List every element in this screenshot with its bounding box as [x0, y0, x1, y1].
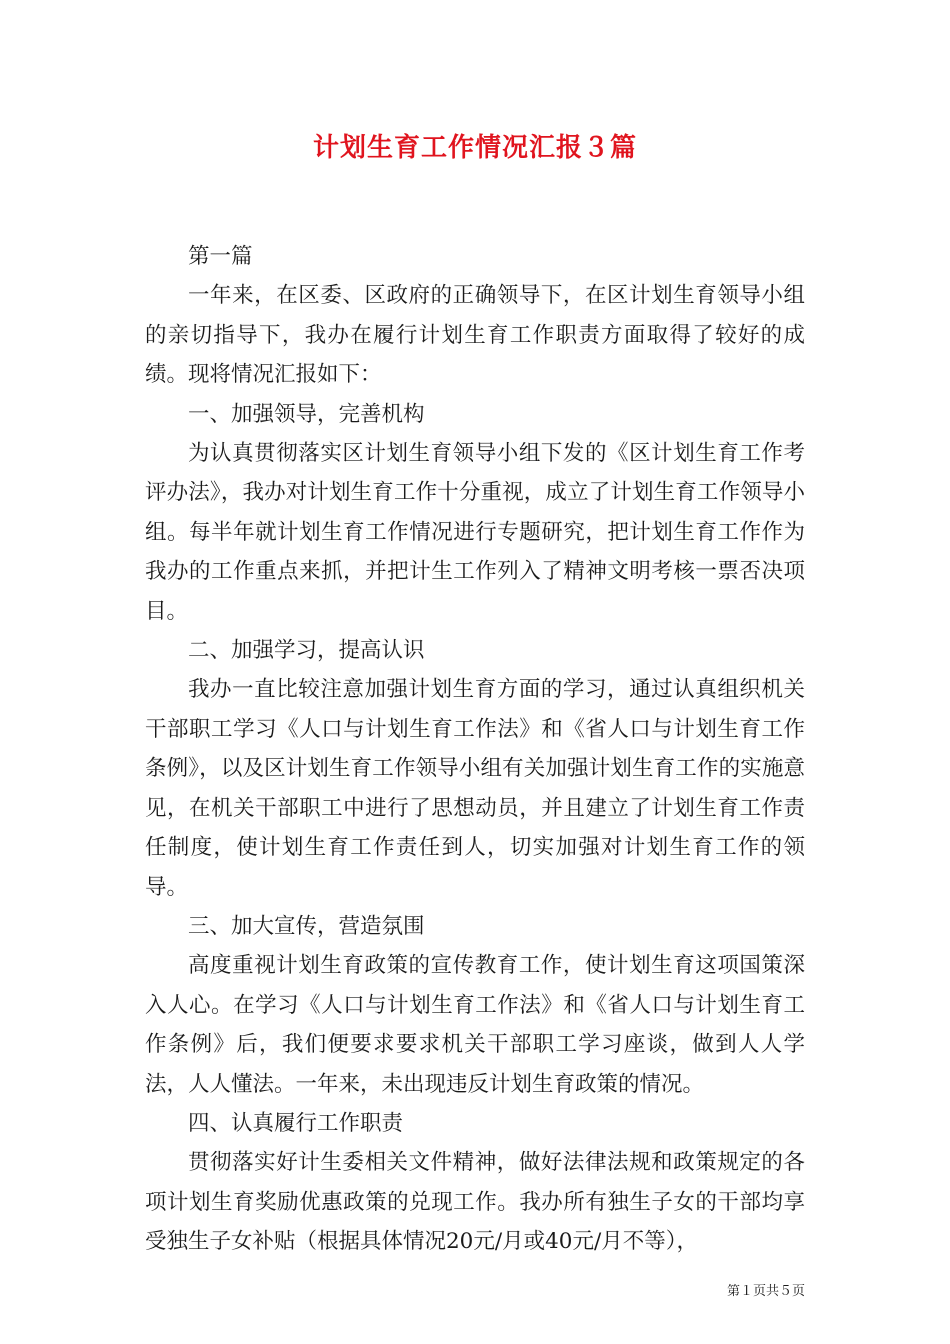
- paragraph-duties: 贯彻落实好计生委相关文件精神，做好法律法规和政策规定的各项计划生育奖励优惠政策的兑现工作。我办所有独生子女的干部均享受独生子女补贴（根据具体情况20元/月或40元/月不等），: [145, 1150, 805, 1255]
- paragraph-leadership: 为认真贯彻落实区计划生育领导小组下发的《区计划生育工作考评办法》，我办对计划生育工作十分重视，成立了计划生育工作领导小组。每半年就计划生育工作情况进行专题研究，把计划生育工作作为我办的工作重点来抓，并把计生工作列入了精神文明考核一票否决项目。: [145, 441, 805, 624]
- paragraph-study: 我办一直比较注意加强计划生育方面的学习，通过认真组织机关干部职工学习《人口与计划生育工作法》和《省人口与计划生育工作条例》，以及区计划生育工作领导小组有关加强计划生育工作的实施意见，在机关干部职工中进行了思想动员，并且建立了计划生育工作责任制度，使计划生育工作责任到人，切实加强对计划生育工作的领导。: [145, 677, 805, 900]
- paragraph-publicity: 高度重视计划生育政策的宣传教育工作，使计划生育这项国策深入人心。在学习《人口与计划生育工作法》和《省人口与计划生育工作条例》后，我们便要求要求机关干部职工学习座谈，做到人人学法，人人懂法。一年来，未出现违反计划生育政策的情况。: [145, 953, 805, 1097]
- document-body: [145, 237, 805, 1262]
- section-heading-3: 三、加大宣传，营造氛围: [188, 913, 425, 939]
- paragraph-intro: 一年来，在区委、区政府的正确领导下，在区计划生育领导小组的亲切指导下，我办在履行计划生育工作职责方面取得了较好的成绩。现将情况汇报如下：: [145, 283, 805, 388]
- section-heading-2: 二、加强学习，提高认识: [188, 638, 425, 664]
- section-heading-1: 一、加强领导，完善机构: [188, 401, 425, 427]
- document-title: 计划生育工作情况汇报３篇: [312, 133, 637, 163]
- section-heading-part-one: 第一篇: [188, 244, 253, 269]
- page-number-footer: 第１页共５页: [726, 1284, 805, 1299]
- section-heading-4: 四、认真履行工作职责: [188, 1110, 404, 1136]
